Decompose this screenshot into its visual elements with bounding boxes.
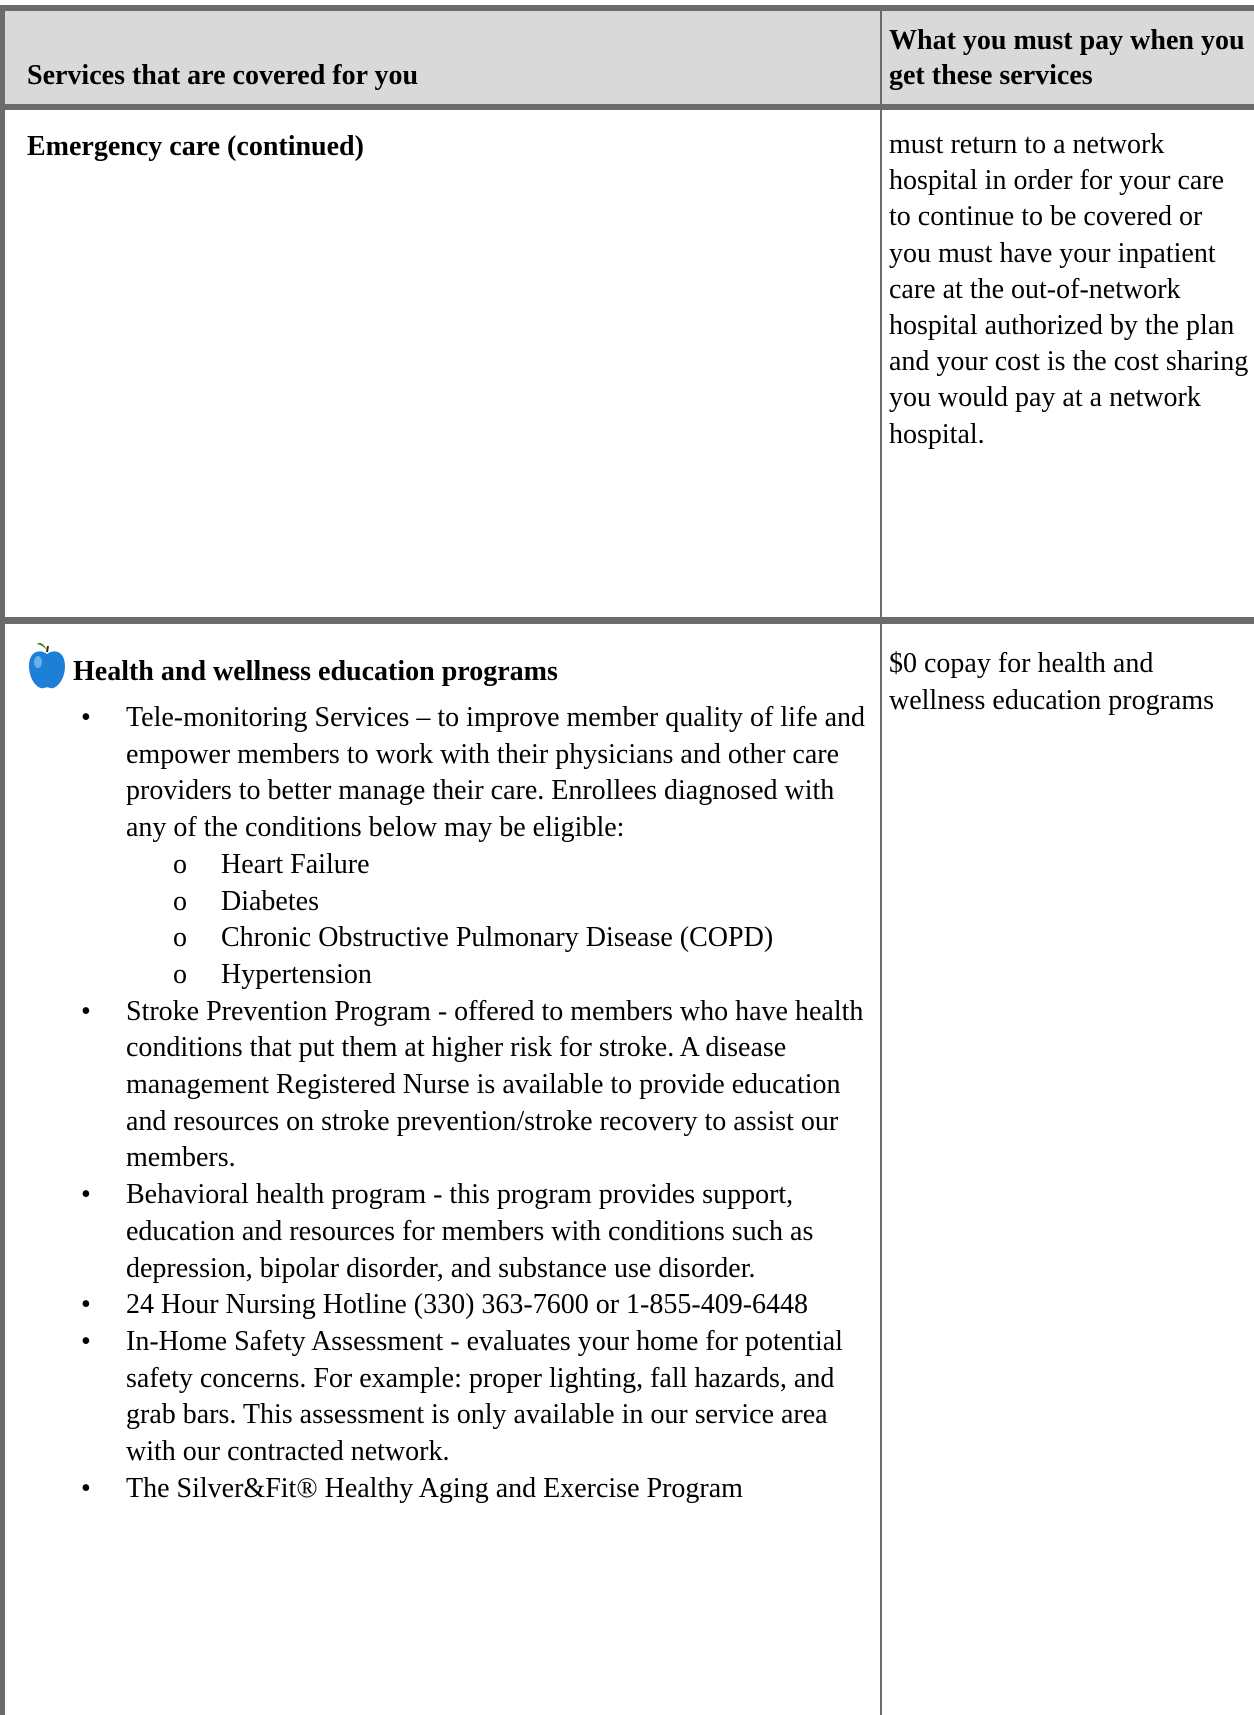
wellness-program-list <box>60 700 880 1507</box>
condition-item: o Hypertension <box>126 957 880 994</box>
header-bottom-border <box>0 104 1254 110</box>
row-service-emergency: Emergency care (continued) <box>27 131 364 162</box>
list-item <box>60 1177 880 1287</box>
column-divider <box>880 624 882 1715</box>
column-divider <box>880 11 882 104</box>
list-item <box>60 700 880 994</box>
list-item-text: 24 Hour Nursing Hotline (330) 363-7600 or 1-855-409-6448 <box>126 1289 809 1321</box>
condition-item: o Heart Failure <box>126 847 880 884</box>
list-item <box>60 1471 880 1508</box>
row-cost-wellness: $0 copay for health and wellness education programs <box>889 648 1215 716</box>
apple-icon <box>25 640 69 692</box>
row-service-title: Health and wellness education programs <box>73 656 558 687</box>
list-item <box>60 994 880 1178</box>
condition-item: o Chronic Obstructive Pulmonary Disease (COPD) <box>126 920 880 957</box>
condition-item: o Diabetes <box>126 884 880 921</box>
list-item-text: Tele-monitoring Services – to improve member quality of life and empower members to work with their physicians and other care providers to better manage their care. Enrollees diagnosed with any of the conditions below may be eligible: <box>126 702 866 844</box>
list-item <box>60 1287 880 1324</box>
row-cost-emergency: must return to a network hospital in order for your care to continue to be covered or you must have your inpatient care at the out-of-network hospital authorized by the plan and your cost is the cost sharing you would pay at a network hospital. <box>889 129 1249 450</box>
header-cost: What you must pay when you get these services <box>889 25 1245 91</box>
row-service-wellness <box>25 640 558 692</box>
list-item-text: The Silver&Fit® Healthy Aging and Exercise Program <box>126 1472 743 1504</box>
conditions-list <box>126 847 880 994</box>
list-item-text: Stroke Prevention Program - offered to members who have health conditions that put them at higher risk for stroke. A disease management Registered Nurse is available to provide education and resources on stroke prevention/stroke recovery to assist our members. <box>126 995 864 1174</box>
list-item <box>60 1324 880 1471</box>
column-divider <box>880 110 882 617</box>
header-services: Services that are covered for you <box>27 60 419 91</box>
list-item-text: In-Home Safety Assessment - evaluates your home for potential safety concerns. For example: proper lighting, fall hazards, and grab bars. This assessment is only available in our service area with our contracted network. <box>126 1325 843 1468</box>
row-divider <box>0 617 1254 624</box>
list-item-text: Behavioral health program - this program provides support, education and resources for members with conditions such as depression, bipolar disorder, and substance use disorder. <box>126 1179 814 1284</box>
